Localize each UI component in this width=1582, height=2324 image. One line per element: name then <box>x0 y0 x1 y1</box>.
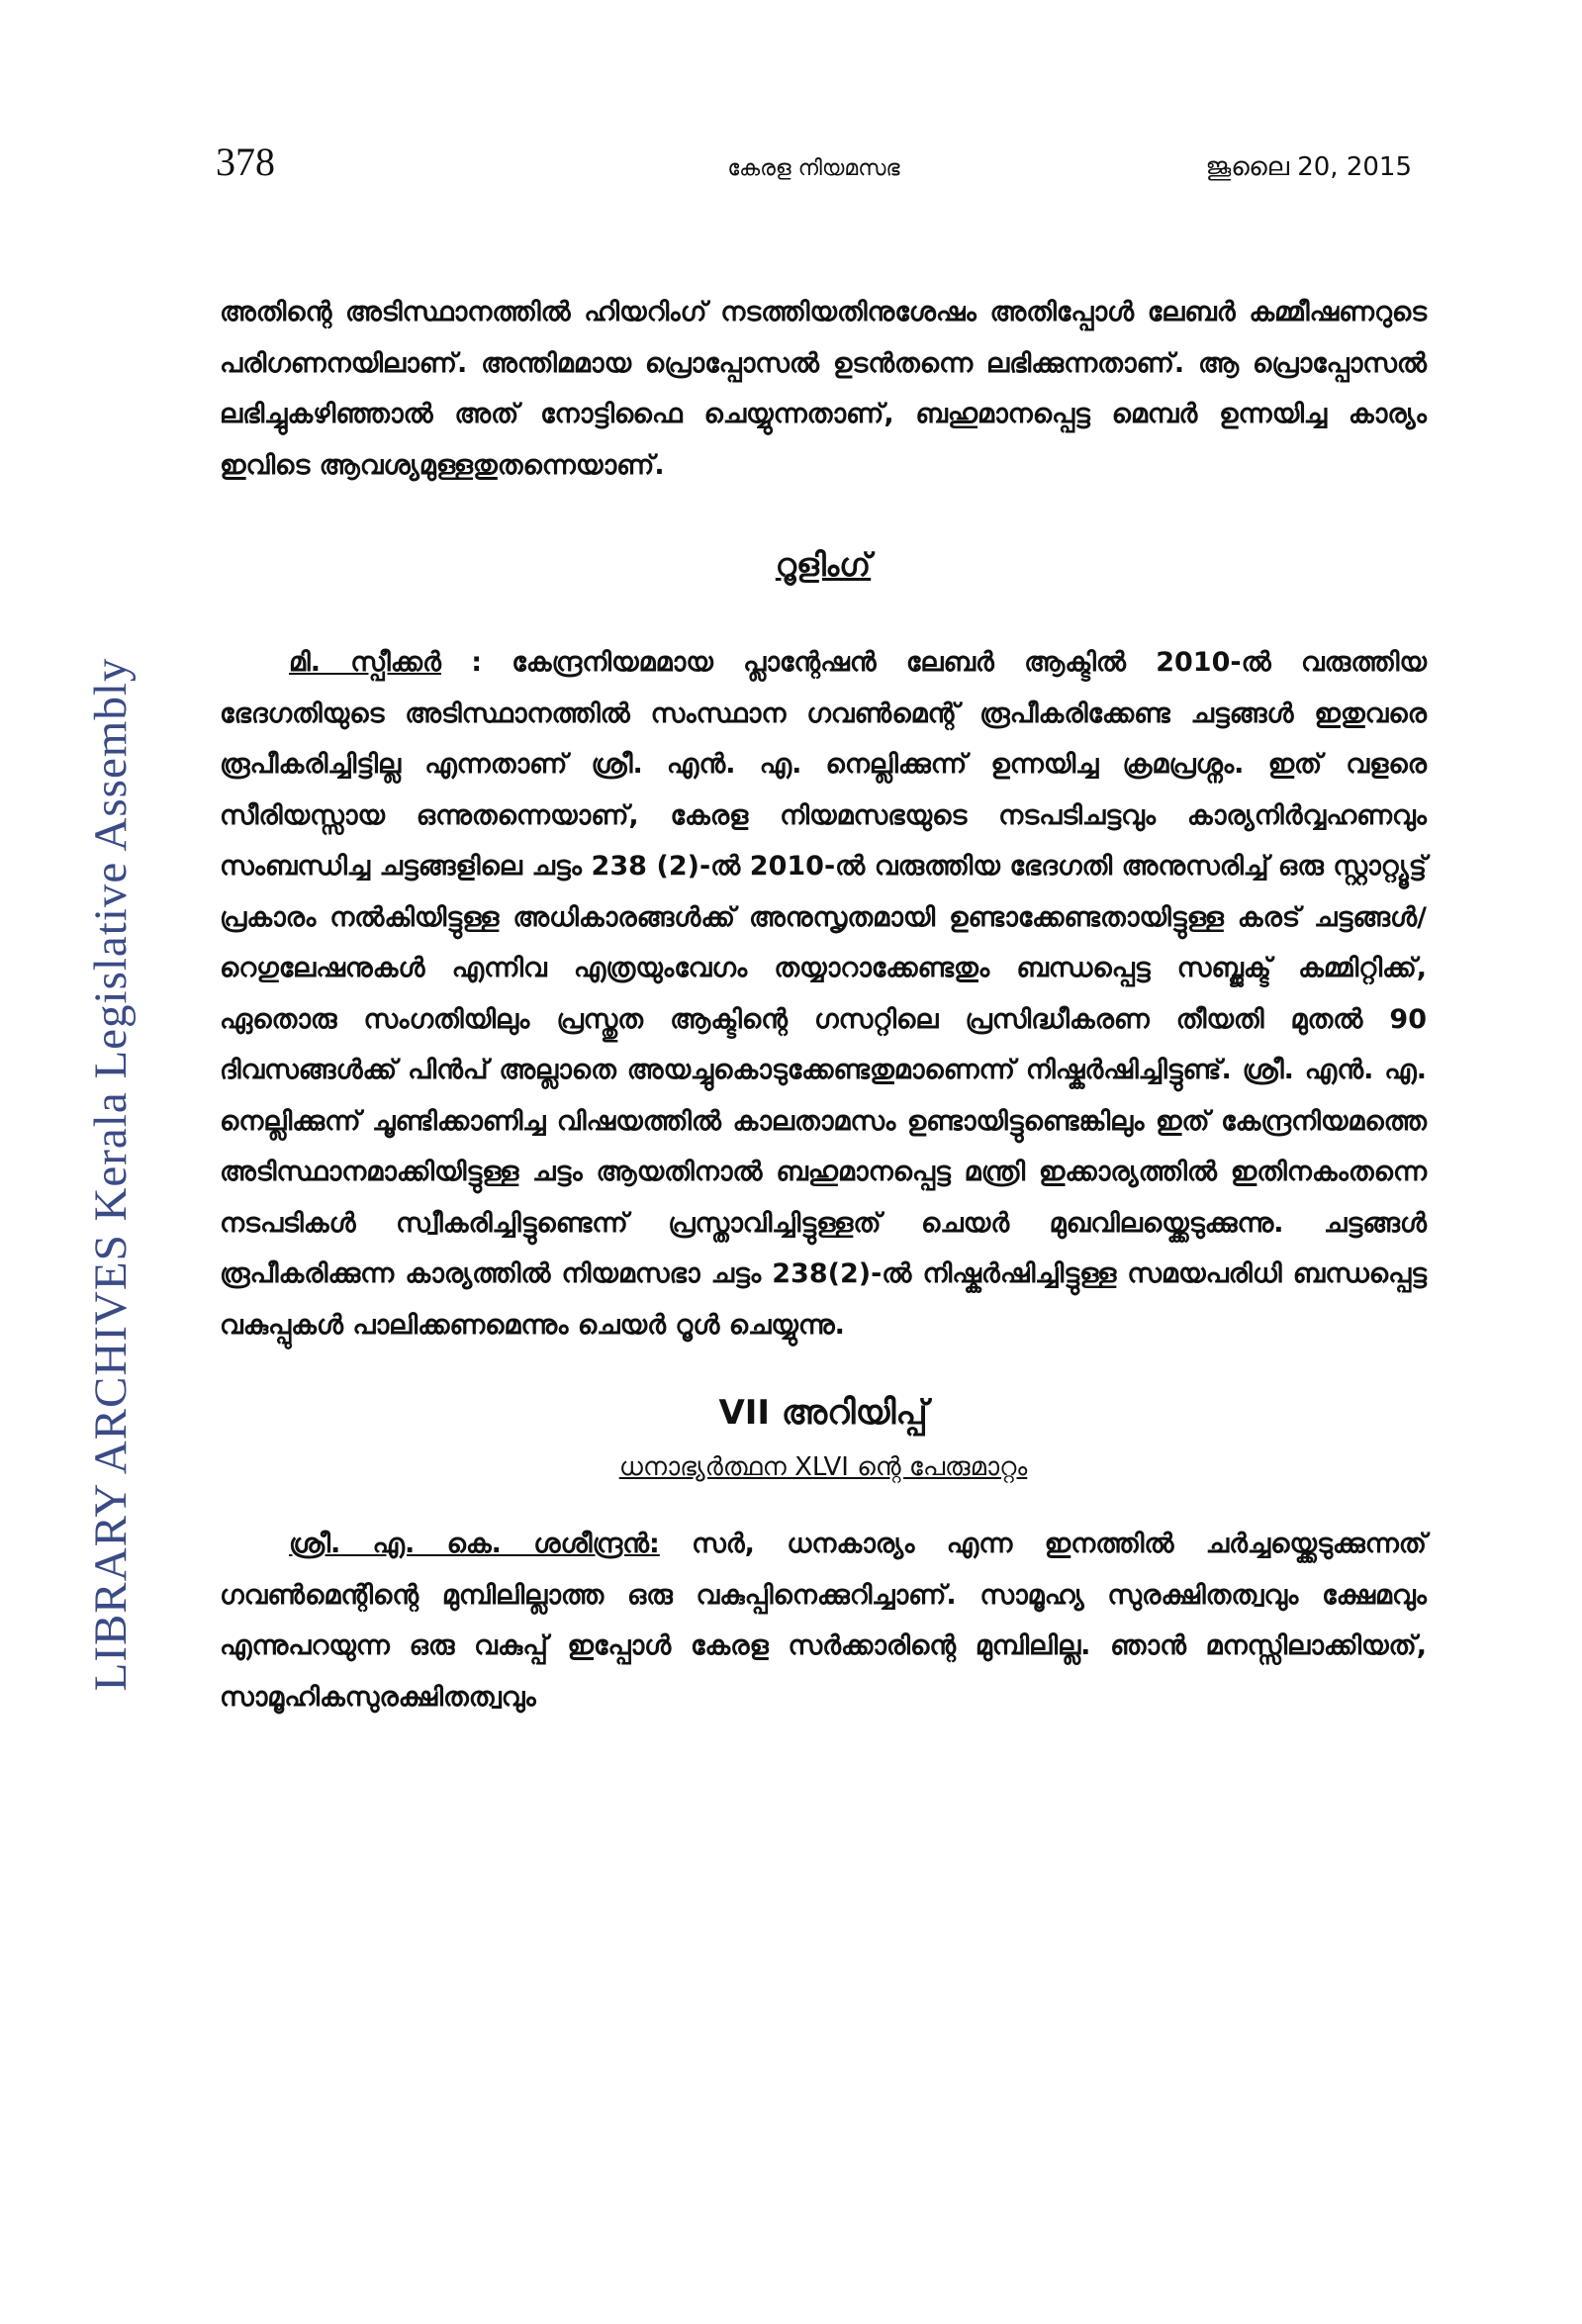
running-title: കേരള നിയമസഭ <box>727 156 900 181</box>
notice-text: സർ, ധനകാര്യം എന്ന ഇനത്തിൽ ചർച്ചയ്ക്കെടുക്കുന്നത് ഗവൺമെന്റിന്റെ മുമ്പിലില്ലാത്ത ഒരു വകുപ്പിനെക്കുറിച്ചാണ്. സാമൂഹ്യ സുരക്ഷിതത്വവും ക്ഷേമവും എന്നുപറയുന്ന ഒരു വകുപ്പ് ഇപ്പോൾ കേരള സർക്കാരിന്റെ മുമ്പിലില്ല. ഞാൻ മനസ്സിലാക്കിയത്, സാമൂഹികസുരക്ഷിതത്വവും <box>220 1529 1427 1713</box>
ruling-text: : കേന്ദ്രനിയമമായ പ്ലാന്റേഷൻ ലേബർ ആക്ടിൽ 2010-ൽ വരുത്തിയ ഭേദഗതിയുടെ അടിസ്ഥാനത്തിൽ സംസ്ഥാന ഗവൺമെന്റ് രൂപീകരിക്കേണ്ട ചട്ടങ്ങൾ ഇതുവരെ രൂപീകരിച്ചിട്ടില്ല എന്നതാണ് ശ്രീ. എൻ. എ. നെല്ലിക്കുന്ന് ഉന്നയിച്ച ക്രമപ്രശ്നം. ഇത് വളരെ സീരിയസ്സായ ഒന്നുതന്നെയാണ്, കേരള നിയമസഭയുടെ നടപടിചട്ടവും കാര്യനിർവ്വഹണവും സംബന്ധിച്ച ചട്ടങ്ങളിലെ ചട്ടം 238 (2)-ൽ 2010-ൽ വരുത്തിയ ഭേദഗതി അനുസരിച്ച് ഒരു സ്റ്റാറ്റ്യൂട്ട് പ്രകാരം നൽകിയിട്ടുള്ള അധികാരങ്ങൾക്ക് അനുസൃതമായി ഉണ്ടാക്കേണ്ടതായിട്ടുള്ള കരട് ചട്ടങ്ങൾ/റെഗുലേഷനുകൾ എന്നിവ എത്രയുംവേഗം തയ്യാറാക്കേണ്ടതും ബന്ധപ്പെട്ട സബ്ജക്ട് കമ്മിറ്റിക്ക്, ഏതൊരു സംഗതിയിലും പ്രസ്തുത ആക്ടിന്റെ ഗസറ്റിലെ പ്രസിദ്ധീകരണ തീയതി മുതൽ 90 ദിവസങ്ങൾക്ക് പിൻപ് അല്ലാതെ അയച്ചുകൊടുക്കേണ്ടതുമാണെന്ന് നിഷ്കർഷിച്ചിട്ടുണ്ട്. ശ്രീ. എൻ. എ. നെല്ലിക്കുന്ന് ചൂണ്ടിക്കാണിച്ച വിഷയത്തിൽ കാലതാമസം ഉണ്ടായിട്ടുണ്ടെങ്കിലും ഇത് കേന്ദ്രനിയമത്തെ അടിസ്ഥാനമാക്കിയിട്ടുള്ള ചട്ടം ആയതിനാൽ ബഹുമാനപ്പെട്ട മന്ത്രി ഇക്കാര്യത്തിൽ ഇതിനകംതന്നെ നടപടികൾ സ്വീകരിച്ചിട്ടുണ്ടെന്ന് പ്രസ്താവിച്ചിട്ടുള്ളത് ചെയർ മുഖവിലയ്ക്കെടുക്കുന്നു. ചട്ടങ്ങൾ രൂപീകരിക്കുന്ന കാര്യത്തിൽ നിയമസഭാ ചട്ടം 238(2)-ൽ നിഷ്കർഷിച്ചിട്ടുള്ള സമയപരിധി ബന്ധപ്പെട്ട വകുപ്പുകൾ പാലിക്കണമെന്നും ചെയർ റൂൾ ചെയ്യുന്നു. <box>220 647 1427 1341</box>
opening-paragraph: അതിന്റെ അടിസ്ഥാനത്തിൽ ഹിയറിംഗ് നടത്തിയതിനുശേഷം അതിപ്പോൾ ലേബർ കമ്മീഷണറുടെ പരിഗണനയിലാണ്. അന്തിമമായ പ്രൊപ്പോസൽ ഉടൻതന്നെ ലഭിക്കുന്നതാണ്. ആ പ്രൊപ്പോസൽ ലഭിച്ചുകഴിഞ്ഞാൽ അത് നോട്ടിഫൈ ചെയ്യുന്നതാണ്, ബഹുമാനപ്പെട്ട മെമ്പർ ഉന്നയിച്ച കാര്യം ഇവിടെ ആവശ്യമുള്ളതുതന്നെയാണ്. <box>220 297 1427 481</box>
page-header <box>216 139 1412 198</box>
notice-subheading: ധനാഭ്യർത്ഥന XLVI ന്റെ പേരുമാറ്റം <box>618 1452 1028 1482</box>
page-body <box>220 287 1427 1722</box>
page-number: 378 <box>216 139 275 184</box>
ruling-heading: റൂളിംഗ് <box>775 546 872 584</box>
notice-paragraph <box>220 1519 1427 1722</box>
library-archives-stamp: LIBRARY ARCHIVES Kerala Legislative Assembly <box>85 657 137 1692</box>
ruling-speaker: മി. സ്പീക്കർ <box>289 647 441 678</box>
notice-speaker: ശ്രീ. എ. കെ. ശശീന്ദ്രൻ: <box>289 1529 660 1559</box>
notice-heading: VII അറിയിപ്പ് <box>718 1393 928 1433</box>
ruling-paragraph <box>220 637 1427 1350</box>
page-date: ജൂലൈ 20, 2015 <box>1205 152 1412 182</box>
